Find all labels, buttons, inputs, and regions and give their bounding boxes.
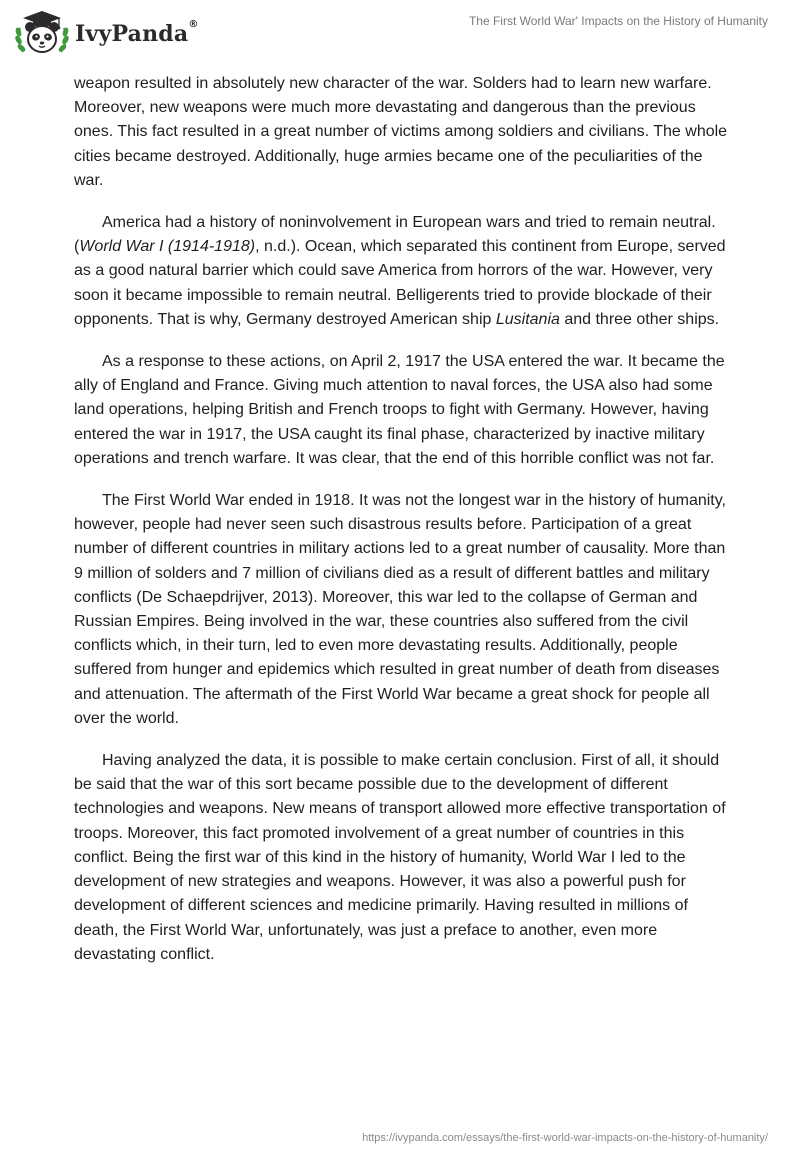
paragraph-2-text-c: , n.d.). Ocean, which separated this continent from Europe, served as a good natural barrier which could save America from horrors of the war. However, very soon it became impossible to remain neutral. Belligerents tried to provide blockade of their opponents. That is why, Germany destroyed American ship xyxy=(74,238,726,328)
ivypanda-logo[interactable] xyxy=(14,8,199,58)
paragraph-2-text-a: America had a history of noninvolvement in European wars and tried to remain neutral. ( xyxy=(74,214,716,256)
source-url-link[interactable]: https://ivypanda.com/essays/the-first-world-war-impacts-on-the-history-of-humanity/ xyxy=(362,1132,768,1144)
paragraph-2 xyxy=(74,211,728,332)
panda-graduation-cap-icon xyxy=(14,8,70,58)
paragraph-4: The First World War ended in 1918. It was not the longest war in the history of humanity, however, people had never seen such disastrous results before. Participation of a great number of different countries in military actions led to a great number of causality. More than 9 million of solders and 7 million of civilians died as a result of different battles and military conflicts (De Schaepdrijver, 2013). Moreover, this war led to the collapse of German and Russian Empires. Being involved in the war, these countries also suffered from the civil conflicts which, in their turn, led to even more devastating results. Additionally, people suffered from hunger and epidemics which resulted in great number of death from diseases and attenuation. The aftermath of the First World War became a great shock for people all over the world. xyxy=(74,492,726,727)
paragraph-5: Having analyzed the data, it is possible to make certain conclusion. First of all, it should be said that the war of this sort became possible due to the development of different technologies and weapons. New means of transport allowed more effective transportation of troops. Moreover, this fact promoted involvement of a great number of countries in this conflict. Being the first war of this kind in the history of humanity, World War I led to the development of new strategies and weapons. However, it was also a powerful push for development of different sciences and medicine primarily. Having resulted in millions of death, the First World War, unfortunately, was just a preface to another, even more devastating conflict. xyxy=(74,752,726,963)
essay-body xyxy=(74,72,728,985)
paragraph-1: weapon resulted in absolutely new character of the war. Solders had to learn new warfare. Moreover, new weapons were much more devastating and dangerous than the previous ones. This fact resulted in a great number of victims among soldiers and civilians. The whole cities became destroyed. Additionally, huge armies became one of the peculiarities of the war. xyxy=(74,75,728,189)
registered-mark: ® xyxy=(188,19,199,30)
brand-name: IvyPanda® xyxy=(75,19,199,47)
document-title: The First World War' Impacts on the History of Humanity xyxy=(468,14,768,28)
citation-title: World War I (1914-1918) xyxy=(79,238,256,256)
paragraph-2-text-e: and three other ships. xyxy=(559,310,720,328)
paragraph-3: As a response to these actions, on April 2, 1917 the USA entered the war. It became the ally of England and France. Giving much attention to naval forces, the USA also had some land operations, helping British and French troops to fight with Germany. However, having entered the war in 1917, the USA caught its final phase, characterized by inactive military operations and trench warfare. It was clear, that the end of this horrible conflict was not far. xyxy=(74,353,725,467)
ship-name: Lusitania xyxy=(495,310,560,328)
page-header xyxy=(0,0,800,64)
